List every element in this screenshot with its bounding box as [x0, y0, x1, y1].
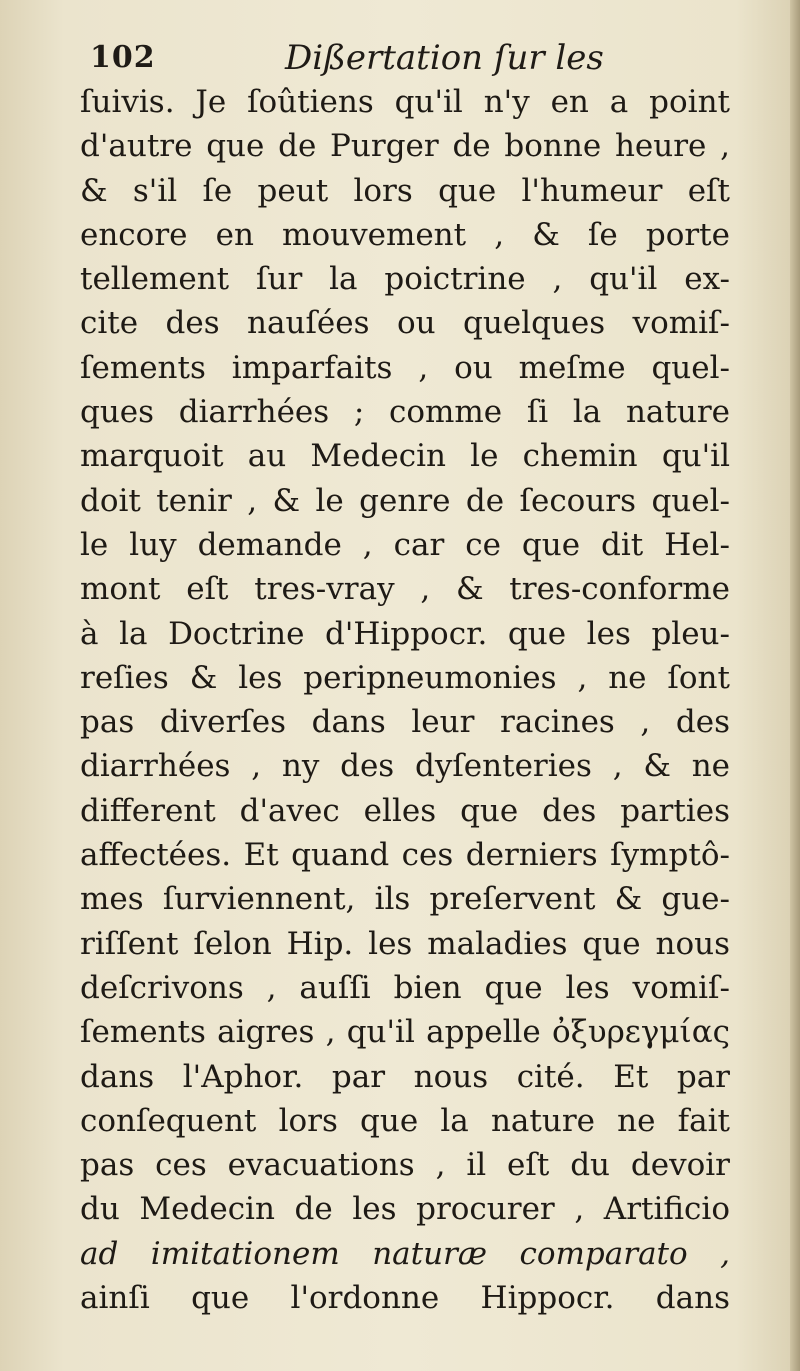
text-line: cite des nauſées ou quelques vomiſ-: [80, 305, 730, 342]
text-line: diarrhées , ny des dyſenteries , & ne: [80, 748, 730, 785]
text-line: dans l'Aphor. par nous cité. Et par: [80, 1058, 730, 1095]
text-line: different d'avec elles que des parties: [80, 792, 730, 829]
text-line: riſſent ſelon Hip. les maladies que nous: [80, 925, 730, 962]
text-line: à la Doctrine d'Hippocr. que les pleu-: [80, 615, 730, 652]
text-line: ſements aigres , qu'il appelle ὀξυρεγμίας: [80, 1014, 730, 1051]
body-text: [80, 80, 730, 1320]
text-line: pas ces evacuations , il eſt du devoir: [80, 1147, 730, 1184]
text-line: pas diverſes dans leur racines , des: [80, 704, 730, 741]
text-line: & s'il ſe peut lors que l'humeur eſt: [80, 172, 730, 209]
text-line: mes ſurviennent, ils preſervent & gue-: [80, 881, 730, 918]
text-line: le luy demande , car ce que dit Hel-: [80, 526, 730, 563]
text-line: conſequent lors que la nature ne fait: [80, 1102, 730, 1139]
text-line: deſcrivons , auſſi bien que les vomiſ-: [80, 969, 730, 1006]
text-line-italic: ad imitationem naturæ comparato ,: [80, 1235, 730, 1272]
text-line: ſements imparfaits , ou meſme quel-: [80, 349, 730, 386]
text-line: marquoit au Medecin le chemin qu'il: [80, 438, 730, 475]
page-number: 102: [90, 40, 156, 75]
text-line: reſies & les peripneumonies , ne ſont: [80, 659, 730, 696]
text-line: ques diarrhées ; comme ſi la nature: [80, 394, 730, 431]
text-line: affectées. Et quand ces derniers ſymptô-: [80, 837, 730, 874]
text-line: tellement ſur la poictrine , qu'il ex-: [80, 261, 730, 298]
text-line: doit tenir , & le genre de ſecours quel-: [80, 482, 730, 519]
text-line: encore en mouvement , & ſe porte: [80, 216, 730, 253]
text-line: d'autre que de Purger de bonne heure ,: [80, 128, 730, 165]
text-line: ainſi que l'ordonne Hippocr. dans: [80, 1280, 730, 1317]
text-line: mont eſt tres-vray , & tres-conforme: [80, 571, 730, 608]
text-line: ſuivis. Je ſoûtiens qu'il n'y en a point: [80, 84, 730, 120]
page-edge: [790, 0, 800, 1371]
running-title: Dißertation ſur les: [285, 38, 604, 78]
text-line: du Medecin de les procurer , Artificio: [80, 1191, 730, 1228]
